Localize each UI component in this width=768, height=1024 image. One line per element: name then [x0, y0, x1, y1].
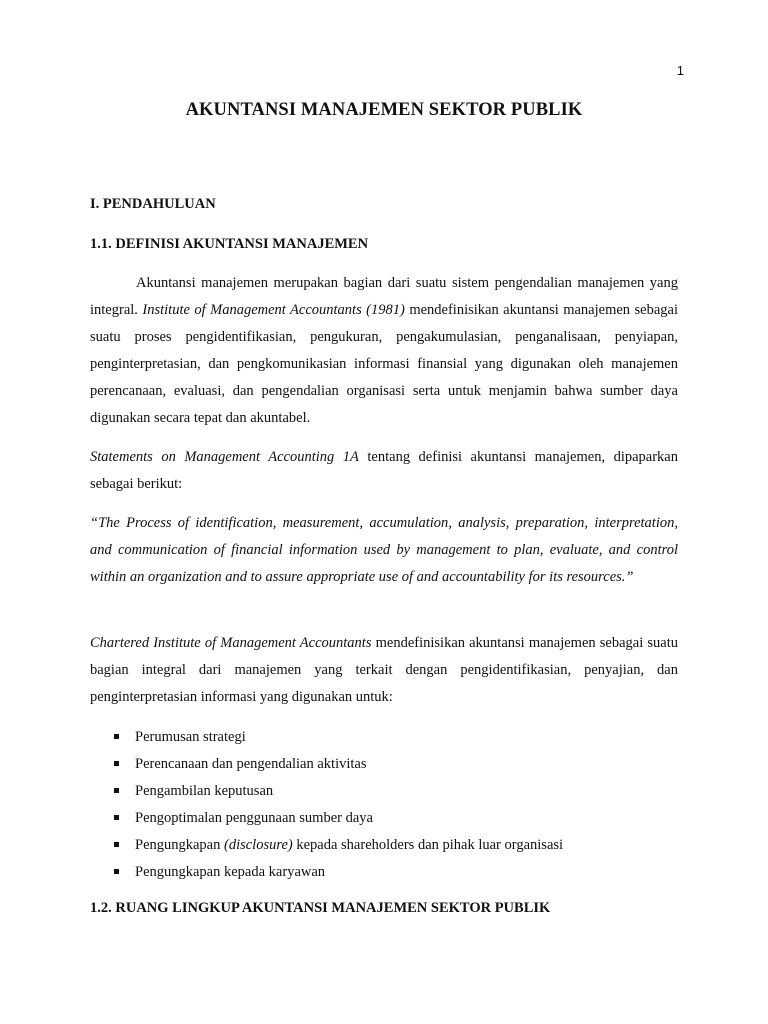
list-item-text: Pengungkapan [135, 837, 224, 853]
paragraph-text: mendefinisikan akuntansi manajemen sebagai suatu bagian integral dari manajemen yang terkait dengan pengidentifikasian, penyajian, dan penginterpretasian informasi yang digunakan untuk: [90, 635, 678, 705]
purpose-list [90, 725, 678, 887]
paragraph-italic-citation: Chartered Institute of Management Accountants [90, 635, 372, 651]
list-item [90, 725, 678, 752]
list-item-italic: (disclosure) [224, 837, 293, 853]
page-number: 1 [676, 63, 684, 78]
bullet-square-icon [114, 788, 119, 793]
list-item [90, 833, 678, 860]
list-item [90, 779, 678, 806]
paragraph-statements [90, 444, 678, 498]
document-title: AKUNTANSI MANAJEMEN SEKTOR PUBLIK [185, 100, 583, 120]
paragraph-definition-ima [90, 270, 678, 432]
list-item-text: Pengoptimalan penggunaan sumber daya [135, 810, 373, 826]
paragraph-italic-citation: Statements on Management Accounting 1A [90, 449, 359, 465]
section-heading-pendahuluan: I. PENDAHULUAN [90, 196, 216, 212]
paragraph-text: mendefinisikan akuntansi manajemen sebagai suatu proses pengidentifikasian, pengukuran, pengakumulasian, penganalisaan, penyiapan, penginterpretasian, dan pengkomunikasian informasi finansial yang digunakan oleh manajemen perencanaan, evaluasi, dan pengendalian organisasi serta untuk menjamin bahwa sumber daya digunakan secara tepat dan akuntabel. [90, 302, 678, 426]
bullet-square-icon [114, 842, 119, 847]
bullet-square-icon [114, 815, 119, 820]
paragraph-text: tentang definisi akuntansi manajemen, dipaparkan sebagai berikut: [90, 449, 678, 492]
list-item [90, 752, 678, 779]
list-item-text: Pengambilan keputusan [135, 783, 274, 799]
paragraph-cima [90, 630, 678, 711]
subsection-heading-ruang-lingkup: 1.2. RUANG LINGKUP AKUNTANSI MANAJEMEN SEKTOR PUBLIK [90, 900, 551, 916]
bullet-square-icon [114, 761, 119, 766]
paragraph-text: Akuntansi manajemen merupakan bagian dari suatu sistem pengendalian manajemen yang integral. [90, 275, 678, 318]
list-item [90, 806, 678, 833]
list-item-text: Perumusan strategi [135, 729, 246, 745]
bullet-square-icon [114, 869, 119, 874]
bullet-square-icon [114, 734, 119, 739]
quote-definition: “The Process of identification, measurement, accumulation, analysis, preparation, interpretation, and communication of financial information used by management to plan, evaluate, and control within an organization and to assure appropriate use of and accountability for its resources.” [90, 515, 678, 585]
list-item [90, 860, 678, 887]
list-item-text: kepada shareholders dan pihak luar organisasi [292, 837, 564, 853]
paragraph-italic-citation: Institute of Management Accountants (1981) [142, 302, 405, 318]
list-item-text: Perencanaan dan pengendalian aktivitas [135, 756, 367, 772]
subsection-heading-definisi: 1.1. DEFINISI AKUNTANSI MANAJEMEN [90, 236, 369, 252]
list-item-text: Pengungkapan kepada karyawan [135, 864, 326, 880]
